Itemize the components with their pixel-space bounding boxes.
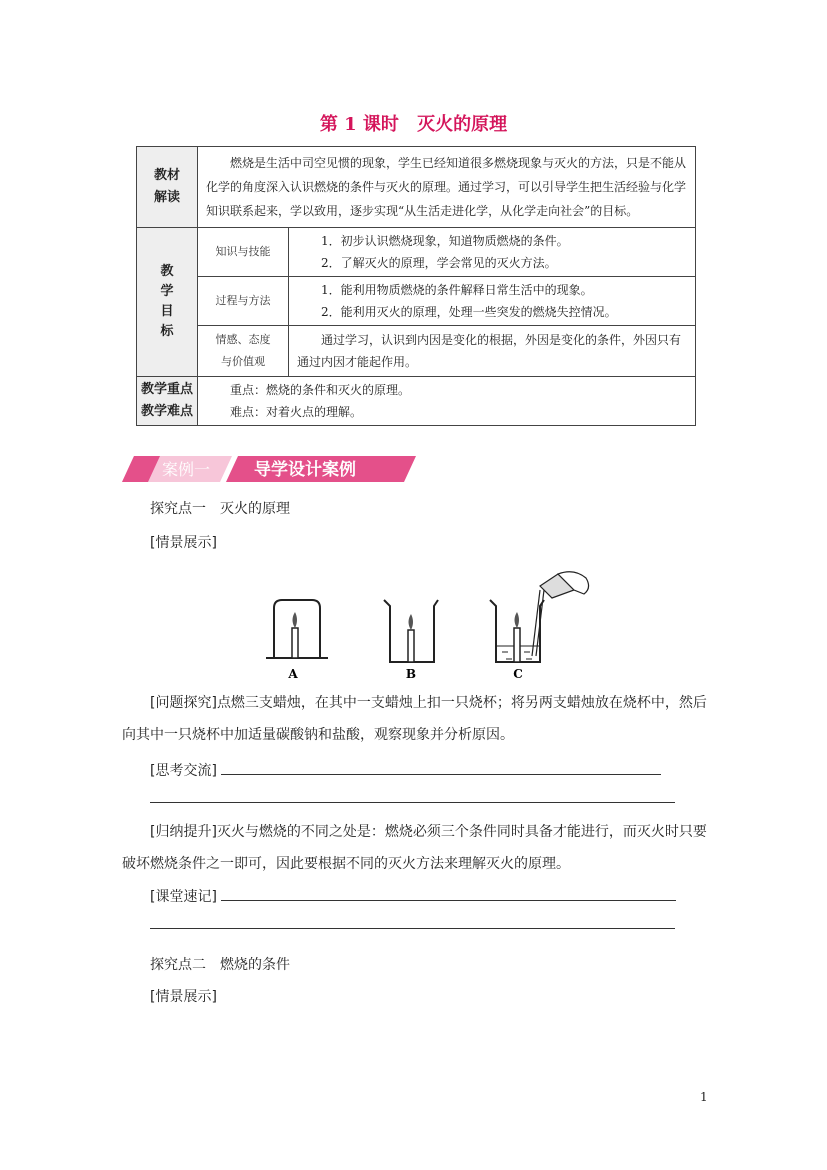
notes-blank-2[interactable] xyxy=(150,916,675,929)
goal-items-attitude: 通过学习，认识到内因是变化的根据，外因是变化的条件，外因只有通过内因才能起作用。 xyxy=(289,326,696,377)
discuss-blank-2[interactable] xyxy=(150,790,675,803)
goal-label-knowledge: 知识与技能 xyxy=(198,228,289,277)
lesson-number: 第 1 课时 xyxy=(319,114,399,135)
material-header: 教材 解读 xyxy=(137,147,198,228)
lesson-title xyxy=(0,110,827,136)
keypoints-header: 教学重点 教学难点 xyxy=(137,377,198,426)
goal-items-knowledge: 1．初步认识燃烧现象，知道物质燃烧的条件。 2．了解灭火的原理，学会常见的灭火方法。 xyxy=(289,228,696,277)
page-number: 1 xyxy=(700,1090,708,1104)
section2-heading: 探究点二 燃烧的条件 xyxy=(150,957,290,973)
label-c: C xyxy=(513,667,523,681)
section1-scene-label: [情景展示] xyxy=(150,535,217,551)
discuss-row: [思考交流] xyxy=(150,760,661,780)
discuss-blank-1[interactable] xyxy=(221,762,661,775)
goals-header: 教 学 目 标 xyxy=(137,228,198,377)
setup-a xyxy=(266,600,328,658)
notes-row: [课堂速记] xyxy=(150,886,676,906)
section1-heading: 探究点一 灭火的原理 xyxy=(150,501,290,517)
notes-blank-1[interactable] xyxy=(221,888,676,901)
summary-paragraph: [归纳提升]灭火与燃烧的不同之处是：燃烧必须三个条件同时具备才能进行，而灭火时只要破坏燃烧条件之一即可，因此要根据不同的灭火方法来理解灭火的原理。 xyxy=(122,824,707,872)
lesson-info-table xyxy=(136,146,696,426)
setup-c xyxy=(490,572,589,662)
case-banner xyxy=(120,454,420,484)
material-text: 燃烧是生活中司空见惯的现象，学生已经知道很多燃烧现象与灭火的方法，只是不能从化学的角度深入认识燃烧的条件与灭火的原理。通过学习，可以引导学生把生活经验与化学知识联系起来，学以致用，逐步实现“从生活走进化学，从化学走向社会”的目标。 xyxy=(198,147,696,228)
label-a: A xyxy=(288,667,298,681)
discuss-row-2 xyxy=(150,790,675,807)
goal-label-attitude: 情感、态度 与价值观 xyxy=(198,326,289,377)
lesson-topic: 灭火的原理 xyxy=(417,114,508,135)
label-b: B xyxy=(405,667,417,681)
section2-scene-label: [情景展示] xyxy=(150,989,217,1005)
candle-experiment-figure xyxy=(262,570,602,685)
banner-tag-text: 案例一 xyxy=(162,460,211,479)
setup-b xyxy=(384,600,438,662)
keypoints-text: 重点：燃烧的条件和灭火的原理。 难点：对着火点的理解。 xyxy=(198,377,696,426)
goal-label-process: 过程与方法 xyxy=(198,277,289,326)
question-paragraph: [问题探究]点燃三支蜡烛，在其中一支蜡烛上扣一只烧杯；将另两支蜡烛放在烧杯中，然后向其中一只烧杯中加适量碳酸钠和盐酸，观察现象并分析原因。 xyxy=(122,695,707,743)
banner-title-text: 导学设计案例 xyxy=(254,460,356,480)
notes-row-2 xyxy=(150,916,675,933)
goal-items-process: 1．能利用物质燃烧的条件解释日常生活中的现象。 2．能利用灭火的原理，处理一些突发的燃烧失控情况。 xyxy=(289,277,696,326)
